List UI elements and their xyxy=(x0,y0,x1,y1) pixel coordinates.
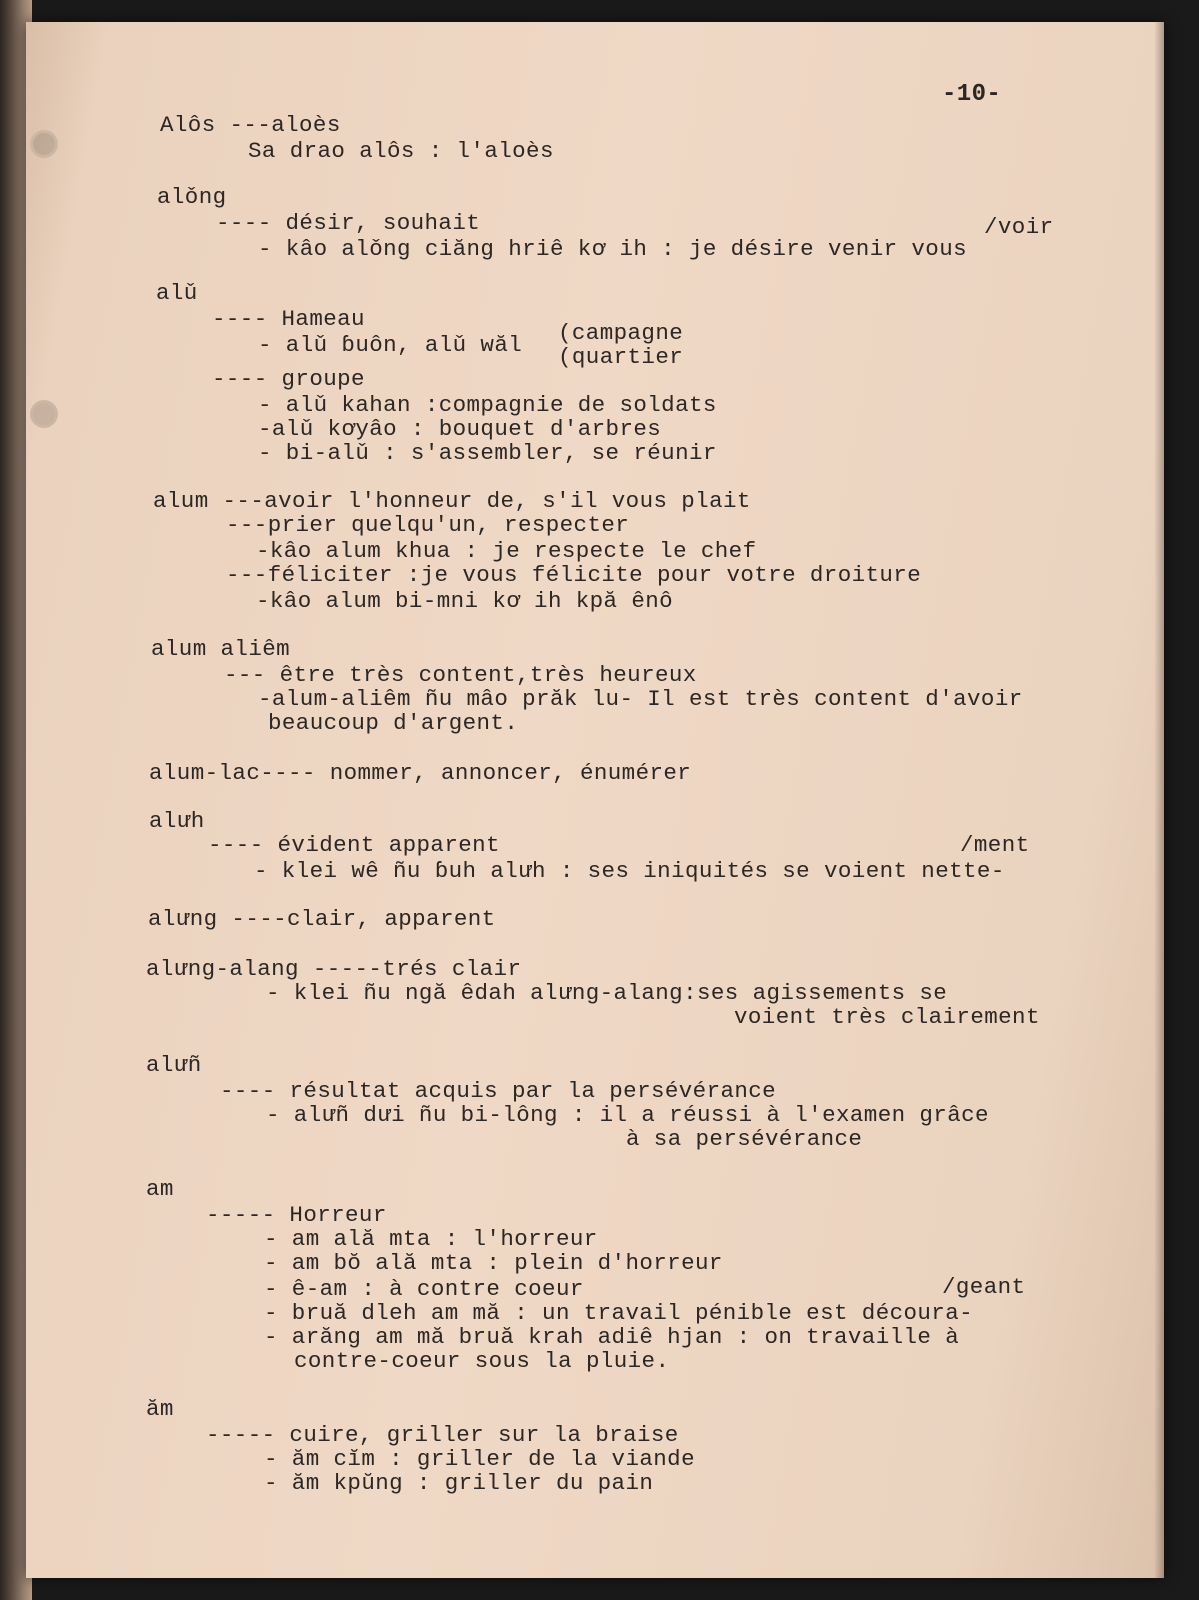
entry-headword: alǔ xyxy=(156,280,198,306)
entry-example: - ăm kpŭng : griller du pain xyxy=(264,1470,654,1496)
entry-headword: alưh xyxy=(149,808,205,834)
entry-example: - ăm cĭm : griller de la viande xyxy=(264,1446,695,1472)
entry-example: - ê-am : à contre coeur xyxy=(264,1276,584,1302)
entry-example: - arăng am mă bruă krah adiê hjan : on travaille à xyxy=(264,1324,960,1350)
entry-example: voient très clairement xyxy=(734,1004,1040,1030)
entry-definition: ---- Hameau xyxy=(212,306,365,332)
entry-gloss: (campagne xyxy=(558,320,684,346)
entry-headword: am xyxy=(146,1176,174,1202)
entry-headword: alưng ----clair, apparent xyxy=(148,906,496,932)
entry-headword: Alôs ---aloès xyxy=(160,112,341,138)
entry-example: - alǔ kahan :compagnie de soldats xyxy=(258,392,717,418)
entry-definition: ---- résultat acquis par la persévérance xyxy=(220,1078,777,1104)
entry-definition: ----- cuire, griller sur la braise xyxy=(206,1422,679,1448)
entry-continuation: /ment xyxy=(960,832,1030,858)
binding-ring xyxy=(30,130,58,158)
page-number: -10- xyxy=(942,81,1002,108)
entry-headword: alum-lac---- nommer, annoncer, énumérer xyxy=(149,760,692,786)
entry-definition: ---- désir, souhait xyxy=(216,210,481,236)
entry-example: -kâo alum bi-mni kơ ih kpă ênô xyxy=(256,588,674,614)
entry-example: beaucoup d'argent. xyxy=(268,710,519,736)
entry-headword: alum aliêm xyxy=(151,636,291,662)
entry-example: Sa drao alôs : l'aloès xyxy=(248,138,554,164)
entry-example: - kâo alǒng ciăng hriê kơ ih : je désire venir vous xyxy=(258,236,968,262)
binding-ring xyxy=(30,400,58,428)
entry-continuation: /voir xyxy=(984,214,1054,240)
entry-example: - klei wê ñu ɓuh alưh : ses iniquités se voient nette- xyxy=(254,858,1005,884)
entry-headword: alưng-alang -----trés clair xyxy=(146,956,522,982)
entry-headword: ăm xyxy=(146,1396,174,1422)
entry-example: - am bŏ ală mta : plein d'horreur xyxy=(264,1250,723,1276)
entry-definition: ---- évident apparent xyxy=(208,832,500,858)
entry-example: - klei ñu ngă êdah alưng-alang:ses agissements se xyxy=(266,980,948,1006)
entry-example: - bi-alǔ : s'assembler, se réunir xyxy=(258,440,717,466)
entry-example: -alǔ kơyâo : bouquet d'arbres xyxy=(258,416,662,442)
entry-definition: ---prier quelqu'un, respecter xyxy=(226,512,630,538)
entry-example: -alum-aliêm ñu mâo prăk lu- Il est très content d'avoir xyxy=(258,686,1023,712)
page-edge-shadow xyxy=(1154,22,1164,1578)
entry-example: à sa persévérance xyxy=(626,1126,863,1152)
entry-definition: --- être très content,très heureux xyxy=(224,662,697,688)
entry-definition: ---- groupe xyxy=(212,366,365,392)
entry-example: - bruă dleh am mă : un travail pénible est découra- xyxy=(264,1300,974,1326)
entry-definition: ----- Horreur xyxy=(206,1202,387,1228)
entry-headword: alǒng xyxy=(157,184,227,210)
entry-example: - alǔ ɓuôn, alǔ wăl xyxy=(258,332,523,358)
entry-headword: alum ---avoir l'honneur de, s'il vous plait xyxy=(153,488,751,514)
typewritten-page xyxy=(26,22,1164,1578)
entry-definition: ---féliciter :je vous félicite pour votre droiture xyxy=(226,562,922,588)
entry-example: - am ală mta : l'horreur xyxy=(264,1226,598,1252)
entry-headword: alưñ xyxy=(146,1052,202,1078)
entry-example: - alưñ dưi ñu bi-lông : il a réussi à l'examen grâce xyxy=(266,1102,989,1128)
entry-example: contre-coeur sous la pluie. xyxy=(294,1348,670,1374)
entry-gloss: (quartier xyxy=(558,344,684,370)
entry-example: -kâo alum khua : je respecte le chef xyxy=(256,538,757,564)
entry-continuation: /geant xyxy=(942,1274,1026,1300)
